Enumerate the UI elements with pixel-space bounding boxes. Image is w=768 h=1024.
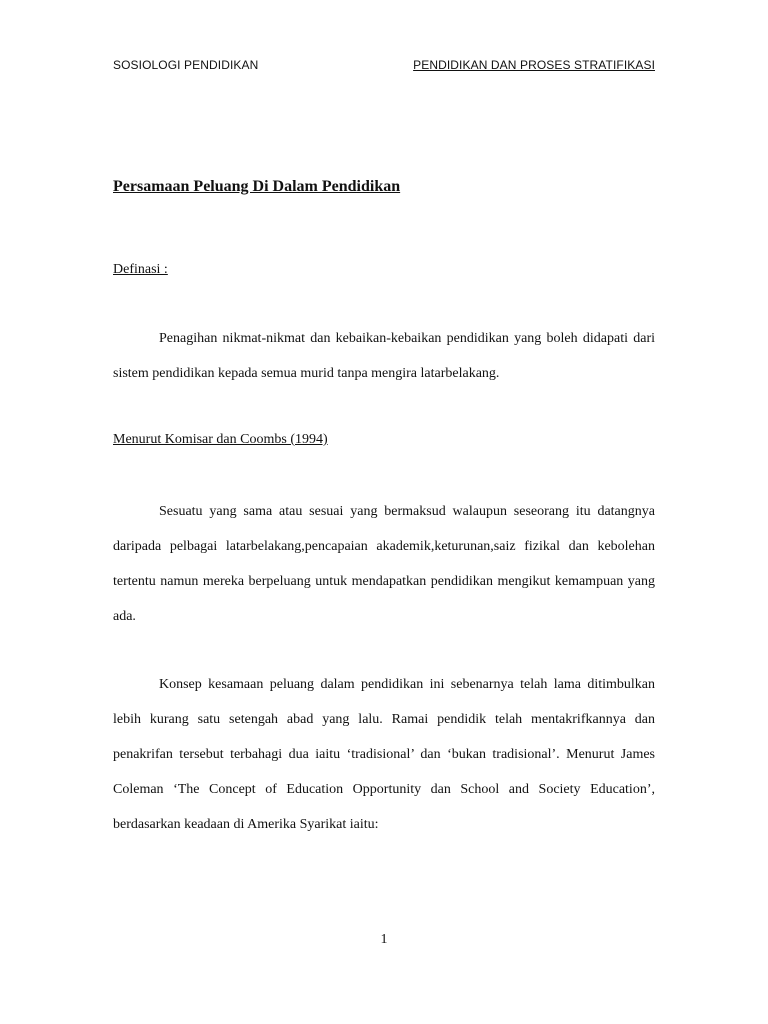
- header-left: SOSIOLOGI PENDIDIKAN: [113, 58, 259, 72]
- body-paragraph-coleman: Konsep kesamaan peluang dalam pendidikan ini sebenarnya telah lama ditimbulkan lebih kurang satu setengah abad yang lalu. Ramai pendidik telah mentakrifkannya dan penakrifan tersebut terbahagi dua iaitu ‘tradisional’ dan ‘bukan tradisional’. Menurut James Coleman ‘The Concept of Education Opportunity dan School and Society Education’, berdasarkan keadaan di Amerika Syarikat iaitu:: [113, 677, 655, 832]
- header-right: PENDIDIKAN DAN PROSES STRATIFIKASI: [413, 58, 655, 72]
- definition-paragraph: Penagihan nikmat-nikmat dan kebaikan-kebaikan pendidikan yang boleh didapati dari sistem pendidikan kepada semua murid tanpa mengira latarbelakang.: [113, 331, 655, 381]
- definition-label: Definasi :: [113, 262, 168, 277]
- body-paragraph: Sesuatu yang sama atau sesuai yang bermaksud walaupun seseorang itu datangnya daripada pelbagai latarbelakang,pencapaian akademik,keturunan,saiz fizikal dan kebolehan tertentu namun mereka berpeluang untuk mendapatkan pendidikan mengikut kemampuan yang ada.: [113, 504, 655, 624]
- document-title: Persamaan Peluang Di Dalam Pendidikan: [113, 178, 401, 195]
- page-number: 1: [380, 932, 388, 947]
- source-label: Menurut Komisar dan Coombs (1994): [113, 432, 328, 447]
